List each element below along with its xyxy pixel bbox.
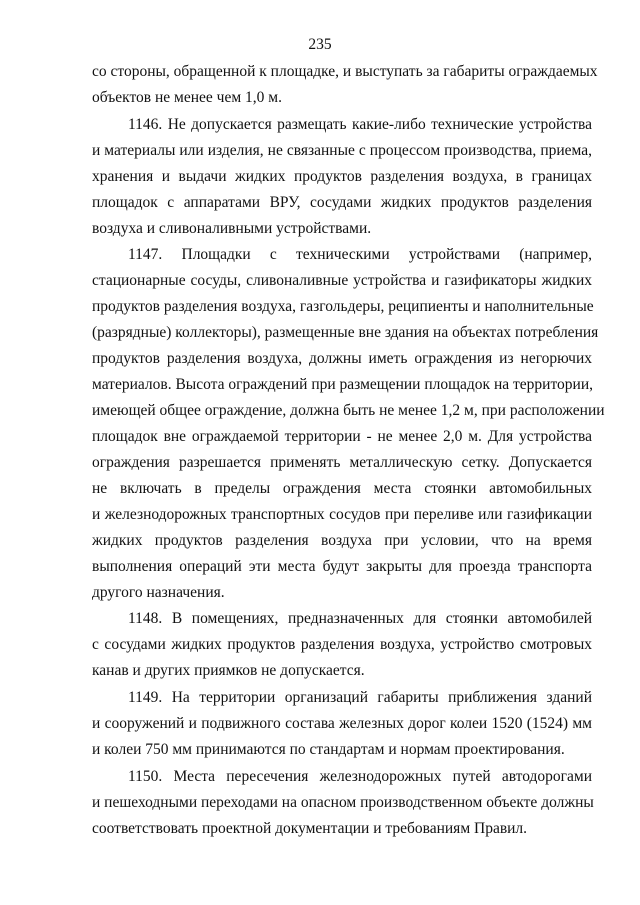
text-line: жидких продуктов разделения воздуха при условии, что на время <box>92 532 592 549</box>
text-line: (разрядные) коллекторы), размещенные вне здания на объектах потребления <box>92 324 599 341</box>
text-line: со стороны, обращенной к площадке, и выступать за габариты ограждаемых <box>92 63 598 80</box>
paragraph-1150-first-line: 1150. Места пересечения железнодорожных путей автодорогами <box>128 768 592 785</box>
text-line: не включать в пределы ограждения места стоянки автомобильных <box>92 480 592 497</box>
text-line: стационарные сосуды, сливоналивные устройства и газификаторы жидких <box>92 272 592 289</box>
text-line: и сооружений и подвижного состава железных дорог колеи 1520 (1524) мм <box>92 715 592 732</box>
text-line: продуктов разделения воздуха, газгольдеры, реципиенты и наполнительные <box>92 298 594 315</box>
paragraph-1148-first-line: 1148. В помещениях, предназначенных для стоянки автомобилей <box>128 610 592 627</box>
text-line: имеющей общее ограждение, должна быть не менее 1,2 м, при расположении <box>92 402 605 419</box>
text-line: ограждения разрешается применять металлическую сетку. Допускается <box>92 454 592 471</box>
paragraph-1146-first-line: 1146. Не допускается размещать какие-либо технические устройства <box>128 116 592 133</box>
page-number: 235 <box>308 36 332 53</box>
paragraph-1149-first-line: 1149. На территории организаций габариты приближения зданий <box>128 689 592 706</box>
text-line: соответствовать проектной документации и требованиям Правил. <box>92 820 528 837</box>
text-line: продуктов разделения воздуха, должны иметь ограждения из негорючих <box>92 350 592 367</box>
text-line: и колеи 750 мм принимаются по стандартам и нормам проектирования. <box>92 741 565 758</box>
text-line: объектов не менее чем 1,0 м. <box>92 89 282 106</box>
text-line: площадок с аппаратами ВРУ, сосудами жидких продуктов разделения <box>92 194 592 211</box>
paragraph-1147-first-line: 1147. Площадки с техническими устройствами (например, <box>128 246 592 263</box>
text-line: хранения и выдачи жидких продуктов разделения воздуха, в границах <box>92 168 592 185</box>
text-line: воздуха и сливоналивными устройствами. <box>92 220 372 237</box>
text-line: материалов. Высота ограждений при размещении площадок на территории, <box>92 376 593 393</box>
text-line: площадок вне ограждаемой территории - не менее 2,0 м. Для устройства <box>92 428 592 445</box>
text-line: и пешеходными переходами на опасном производственном объекте должны <box>92 794 594 811</box>
text-line: и материалы или изделия, не связанные с процессом производства, приема, <box>92 142 592 159</box>
text-line: и железнодорожных транспортных сосудов при переливе или газификации <box>92 506 592 523</box>
text-line: выполнения операций эти места будут закрыты для проезда транспорта <box>92 558 592 575</box>
text-line: с сосудами жидких продуктов разделения воздуха, устройство смотровых <box>92 636 592 653</box>
text-line: канав и других приямков не допускается. <box>92 662 365 679</box>
text-line: другого назначения. <box>92 584 225 601</box>
